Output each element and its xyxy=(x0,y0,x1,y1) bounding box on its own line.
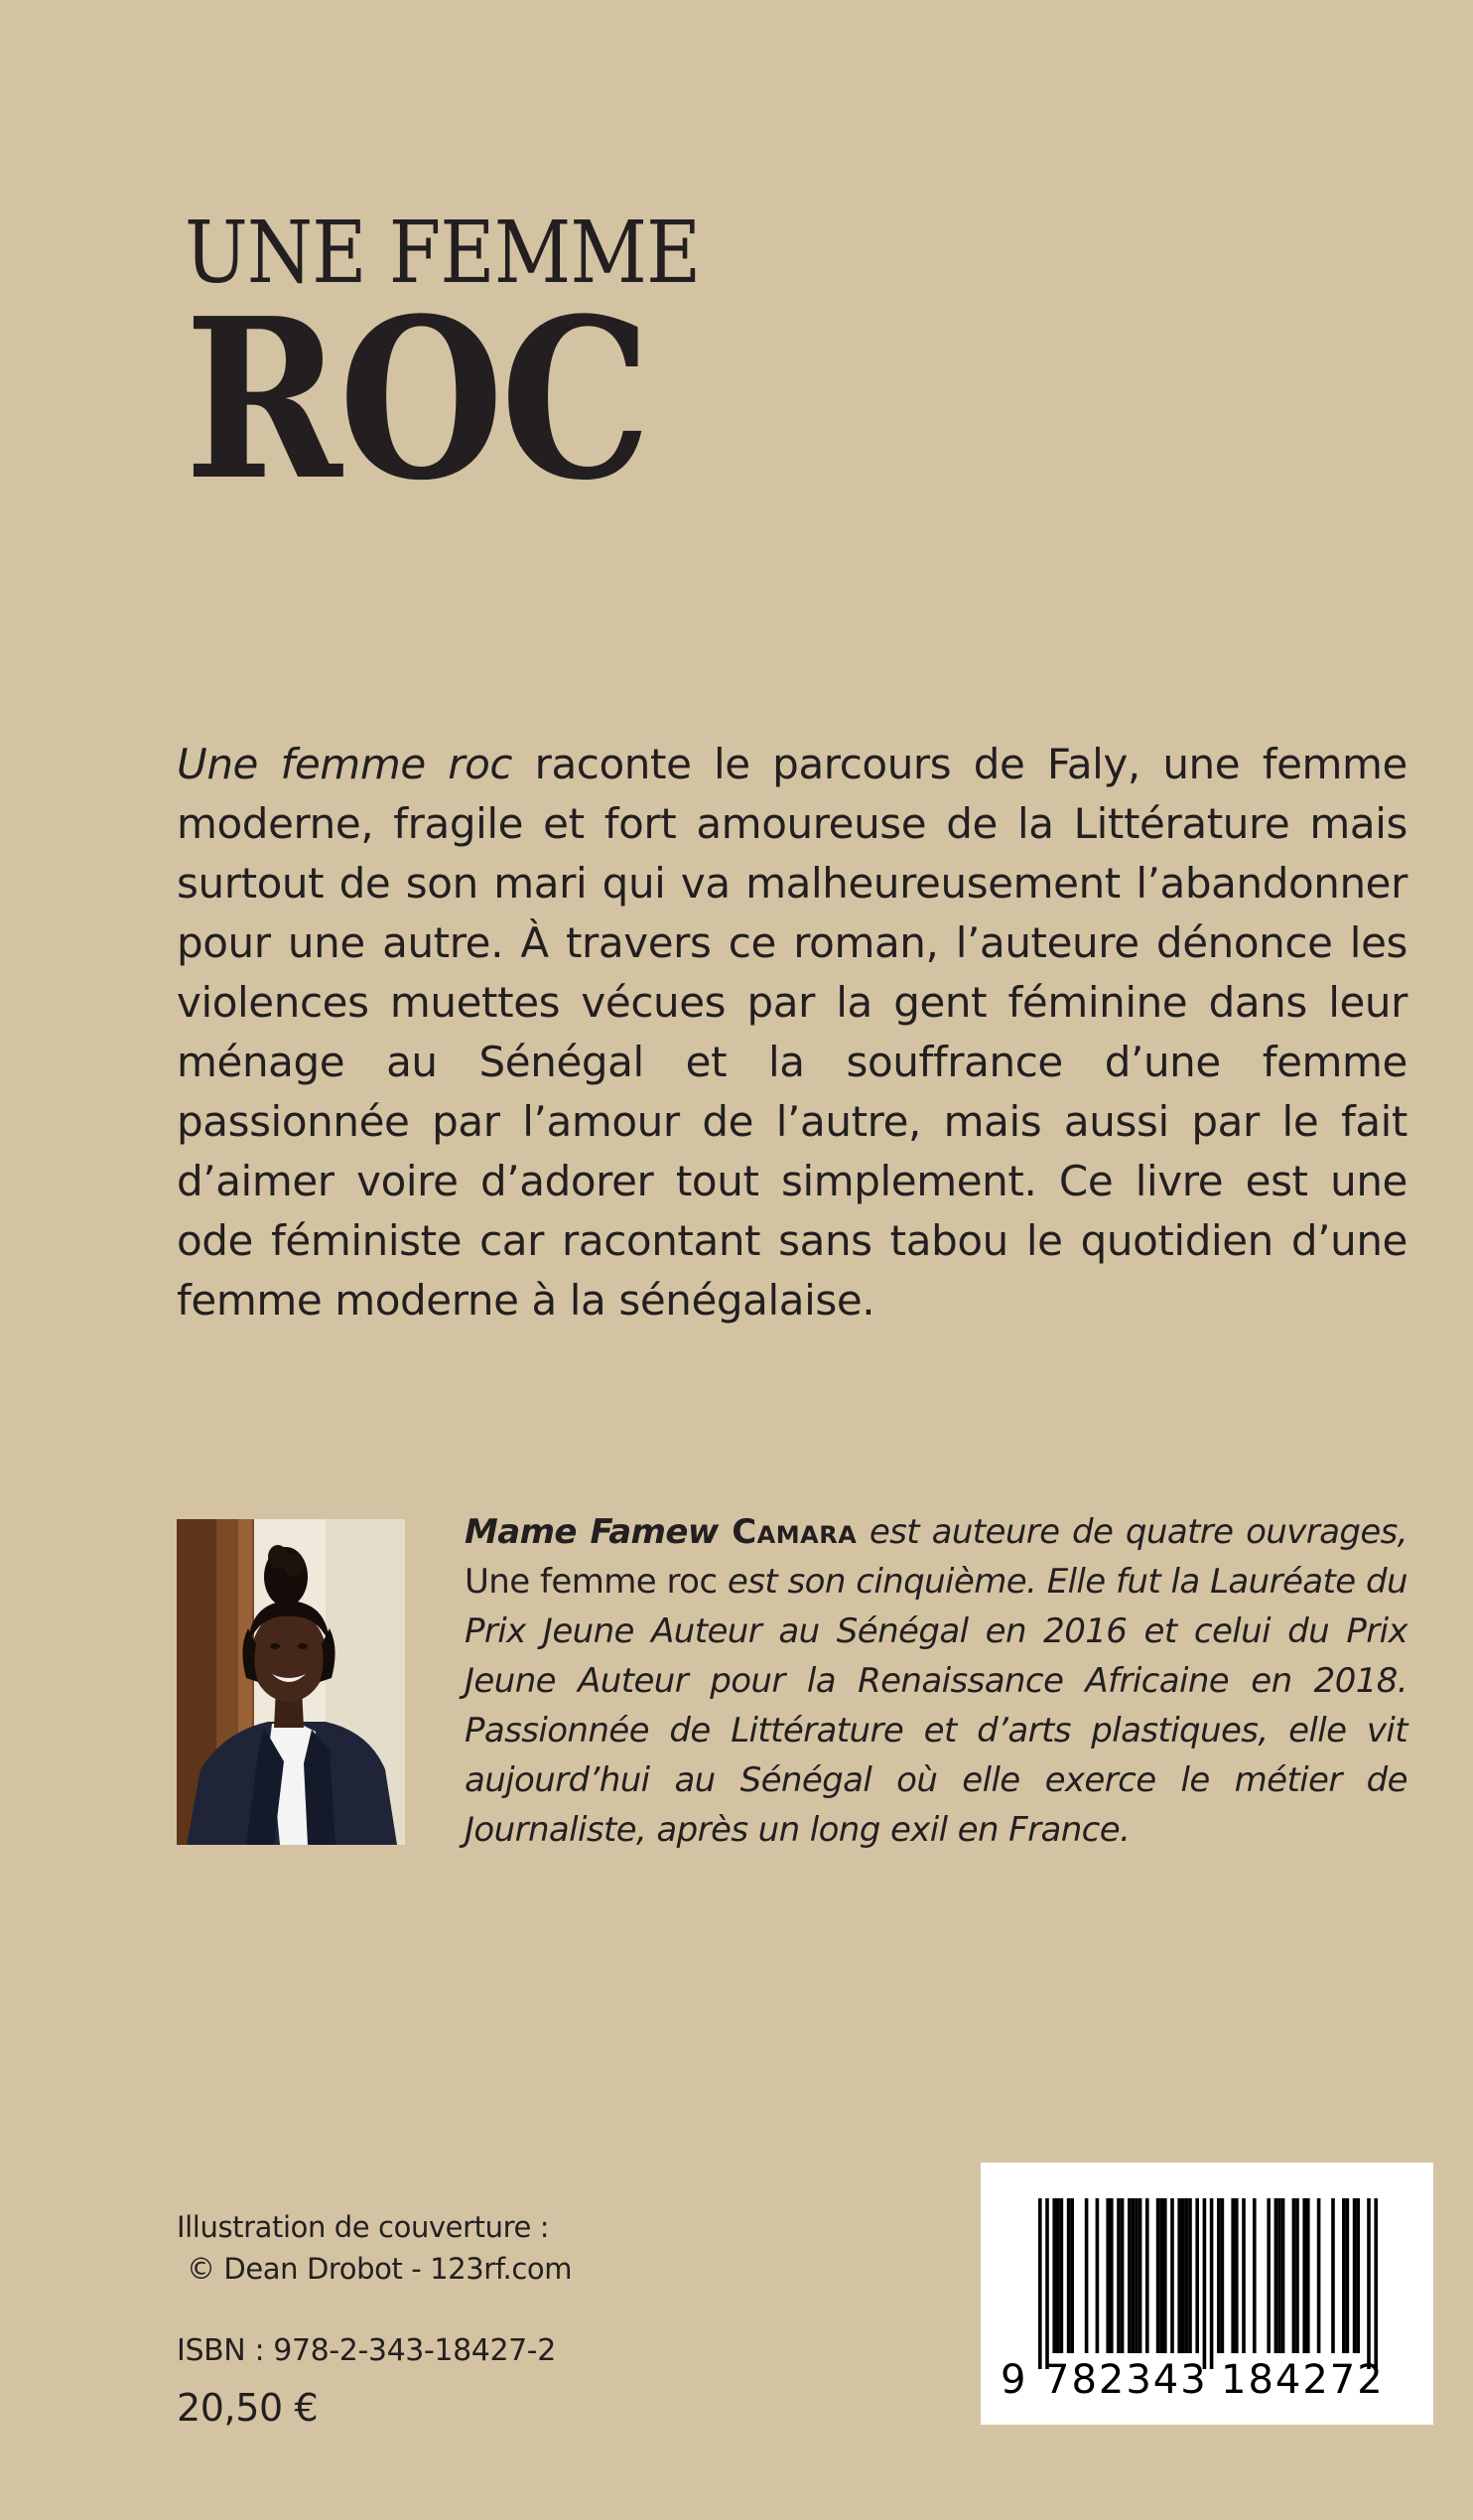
barcode-bar xyxy=(1060,2198,1064,2353)
barcode-bar xyxy=(1231,2198,1235,2353)
barcode-bar xyxy=(1110,2198,1114,2353)
barcode-bar xyxy=(1281,2198,1285,2353)
credits-line-2: © Dean Drobot - 123rf.com xyxy=(187,2252,573,2286)
barcode-bar xyxy=(1138,2198,1142,2353)
barcode-bar xyxy=(1163,2198,1167,2353)
barcode-bar xyxy=(1356,2198,1360,2353)
barcode xyxy=(981,2163,1433,2425)
title-line-2: ROC xyxy=(185,271,648,529)
barcode-bar xyxy=(1045,2198,1049,2369)
barcode-bar xyxy=(1277,2198,1281,2353)
title-line-1: UNE FEMME xyxy=(185,204,701,303)
barcode-bar xyxy=(1181,2198,1185,2353)
barcode-bar xyxy=(1056,2198,1060,2353)
author-first-names: Mame Famew xyxy=(465,1512,733,1552)
barcode-bar xyxy=(1342,2198,1346,2353)
illustration-credits xyxy=(177,2206,572,2290)
author-biography xyxy=(465,1507,1407,1855)
barcode-bar xyxy=(1367,2198,1371,2369)
barcode-right-digits: 184272 xyxy=(1221,2357,1385,2403)
barcode-bar xyxy=(1302,2198,1306,2353)
barcode-bar xyxy=(1235,2198,1239,2353)
barcode-bar xyxy=(1038,2198,1042,2369)
barcode-bar xyxy=(1374,2198,1378,2369)
barcode-bar xyxy=(1156,2198,1160,2353)
barcode-bar xyxy=(1292,2198,1296,2353)
barcode-bar xyxy=(1210,2198,1214,2369)
isbn: ISBN : 978-2-343-18427-2 xyxy=(177,2333,556,2368)
price: 20,50 € xyxy=(177,2386,319,2430)
author-photo xyxy=(177,1519,405,1845)
synopsis-book-title: Une femme roc xyxy=(177,740,513,788)
author-surname: Camara xyxy=(732,1512,858,1552)
author-portrait-image xyxy=(177,1519,405,1845)
barcode-bar xyxy=(1106,2198,1110,2353)
barcode-bar xyxy=(1267,2198,1271,2353)
barcode-bar xyxy=(1306,2198,1310,2353)
barcode-bar xyxy=(1217,2198,1221,2353)
barcode-bar xyxy=(1117,2198,1121,2353)
author-book-title: Une femme roc xyxy=(465,1562,718,1602)
barcode-lead-digit: 9 xyxy=(1001,2357,1026,2403)
barcode-bar xyxy=(1195,2198,1199,2353)
barcode-bar xyxy=(1128,2198,1132,2353)
barcode-bar xyxy=(1295,2198,1299,2353)
barcode-bar xyxy=(1085,2198,1089,2353)
barcode-bar xyxy=(1331,2198,1335,2353)
barcode-bar xyxy=(1346,2198,1350,2353)
barcode-bar xyxy=(1317,2198,1321,2353)
barcode-bar xyxy=(1203,2198,1207,2369)
barcode-bar xyxy=(1221,2198,1225,2353)
barcode-bar xyxy=(1177,2198,1181,2353)
barcode-bar xyxy=(1145,2198,1149,2353)
barcode-bar xyxy=(1253,2198,1257,2353)
barcode-bar xyxy=(1185,2198,1189,2353)
barcode-bar xyxy=(1067,2198,1071,2353)
author-bio-part-1: est auteure de quatre ouvrages, xyxy=(857,1512,1407,1552)
barcode-bar xyxy=(1135,2198,1138,2353)
barcode-bar xyxy=(1353,2198,1357,2353)
barcode-bar xyxy=(1188,2198,1192,2353)
barcode-left-digits: 782343 xyxy=(1044,2357,1208,2403)
synopsis xyxy=(177,735,1407,1330)
barcode-bar xyxy=(1132,2198,1136,2353)
barcode-bar xyxy=(1096,2198,1100,2353)
barcode-bar xyxy=(1070,2198,1074,2353)
barcode-bar xyxy=(1159,2198,1163,2353)
synopsis-text: raconte le parcours de Faly, une femme moderne, fragile et fort amoureuse de la Littérature mais surtout de son mari qui va malheureusement l’abandonner pour une autre. À travers ce roman, l’auteure dénonce les violences muettes vécues par la gent féminine dans leur ménage au Sénégal et la souffrance d’une femme passionnée par l’amour de l’autre, mais aussi par le fait d’aimer voire d’adorer tout simplement. Ce livre est une ode féministe car racontant sans tabou le quotidien d’une femme moderne à la sénégalaise. xyxy=(177,740,1407,1325)
barcode-bar xyxy=(1274,2198,1278,2353)
author-bio-part-2: est son cinquième. Elle fut la Lauréate du Prix Jeune Auteur au Sénégal en 2016 et celui du Prix Jeune Auteur pour la Renaissance Africaine en 2018. Passionnée de Littérature et d’arts plastiques, elle vit aujourd’hui au Sénégal où elle exerce le métier de Journaliste, après un long exil en France. xyxy=(465,1562,1407,1850)
barcode-bar xyxy=(1170,2198,1174,2353)
barcode-bar xyxy=(1121,2198,1125,2353)
barcode-bar xyxy=(1242,2198,1246,2353)
credits-line-1: Illustration de couverture : xyxy=(177,2210,550,2244)
barcode-bar xyxy=(1052,2198,1056,2353)
barcode-digits xyxy=(1001,2355,1417,2405)
